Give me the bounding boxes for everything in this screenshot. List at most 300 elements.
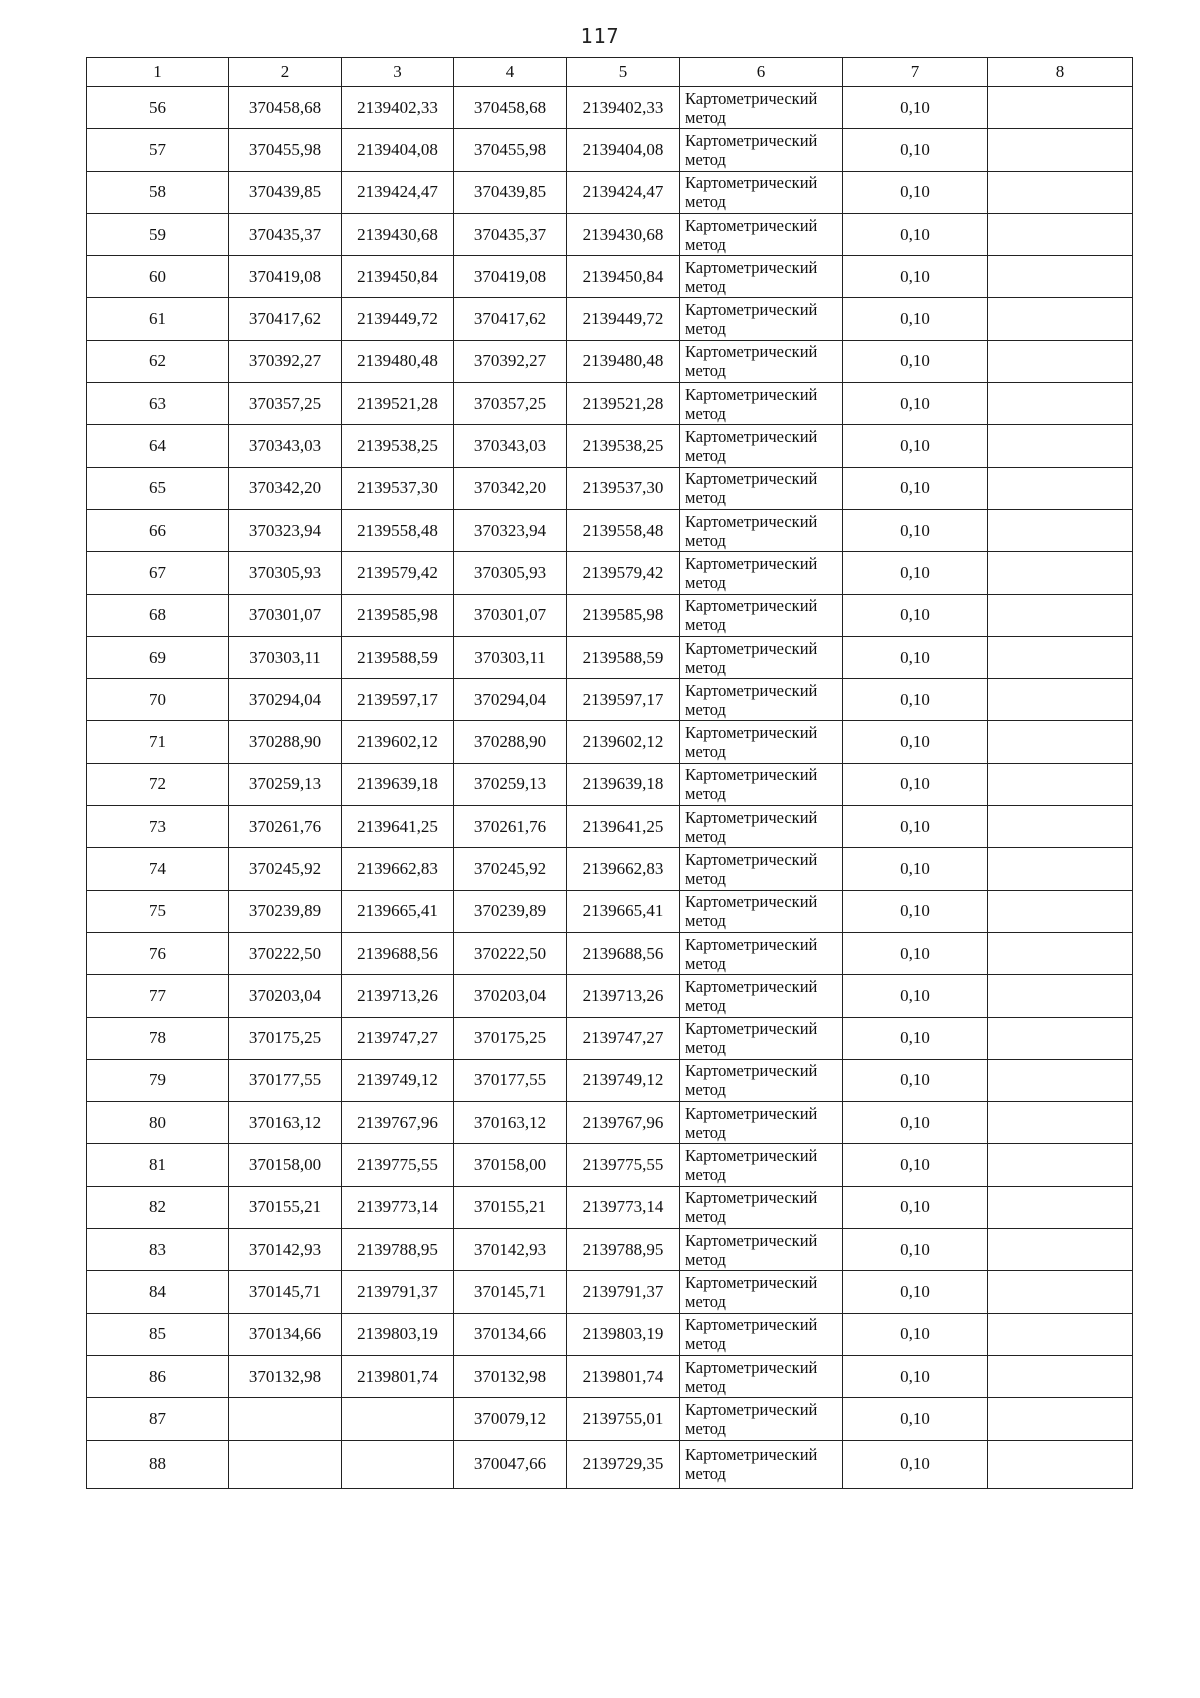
new-x-cell: 370222,50 — [454, 932, 567, 974]
new-x-cell: 370177,55 — [454, 1059, 567, 1101]
method-line-1: Картометрический — [685, 976, 818, 996]
precision-cell: 0,10 — [843, 890, 988, 932]
method-line-1: Картометрический — [685, 723, 818, 743]
method-cell — [680, 129, 843, 171]
column-8-cell — [988, 1144, 1133, 1186]
new-y-cell: 2139773,14 — [567, 1186, 680, 1228]
old-y-cell: 2139773,14 — [342, 1186, 454, 1228]
new-y-cell: 2139688,56 — [567, 932, 680, 974]
new-y-cell: 2139639,18 — [567, 763, 680, 805]
point-number-cell: 86 — [87, 1355, 229, 1397]
column-8-cell — [988, 594, 1133, 636]
old-y-cell: 2139788,95 — [342, 1229, 454, 1271]
precision-cell: 0,10 — [843, 552, 988, 594]
column-8-cell — [988, 425, 1133, 467]
old-y-cell: 2139747,27 — [342, 1017, 454, 1059]
method-line-1: Картометрический — [685, 638, 818, 658]
precision-cell: 0,10 — [843, 975, 988, 1017]
point-number-cell: 75 — [87, 890, 229, 932]
old-x-cell: 370222,50 — [229, 932, 342, 974]
precision-cell: 0,10 — [843, 1144, 988, 1186]
precision-cell: 0,10 — [843, 763, 988, 805]
table-row — [87, 1186, 1133, 1228]
old-y-cell: 2139558,48 — [342, 509, 454, 551]
table-row — [87, 636, 1133, 678]
column-8-cell — [988, 1102, 1133, 1144]
old-y-cell: 2139538,25 — [342, 425, 454, 467]
old-y-cell: 2139801,74 — [342, 1355, 454, 1397]
new-x-cell: 370239,89 — [454, 890, 567, 932]
old-x-cell: 370439,85 — [229, 171, 342, 213]
point-number-cell: 83 — [87, 1229, 229, 1271]
new-x-cell: 370435,37 — [454, 213, 567, 255]
point-number-cell: 57 — [87, 129, 229, 171]
new-y-cell: 2139579,42 — [567, 552, 680, 594]
method-line-2: метод — [685, 995, 726, 1015]
new-x-cell: 370155,21 — [454, 1186, 567, 1228]
method-line-2: метод — [685, 361, 726, 381]
method-line-1: Картометрический — [685, 300, 818, 320]
column-8-cell — [988, 171, 1133, 213]
method-line-1: Картометрический — [685, 342, 818, 362]
new-x-cell: 370305,93 — [454, 552, 567, 594]
old-x-cell: 370134,66 — [229, 1313, 342, 1355]
method-line-2: метод — [685, 149, 726, 169]
old-x-cell: 370455,98 — [229, 129, 342, 171]
old-x-cell: 370458,68 — [229, 87, 342, 129]
precision-cell: 0,10 — [843, 298, 988, 340]
column-header: 5 — [567, 58, 680, 87]
column-8-cell — [988, 806, 1133, 848]
old-x-cell: 370343,03 — [229, 425, 342, 467]
new-x-cell: 370294,04 — [454, 679, 567, 721]
column-8-cell — [988, 87, 1133, 129]
column-header: 4 — [454, 58, 567, 87]
method-cell — [680, 1440, 843, 1488]
method-line-1: Картометрический — [685, 1188, 818, 1208]
precision-cell: 0,10 — [843, 1229, 988, 1271]
method-cell — [680, 1059, 843, 1101]
new-x-cell: 370455,98 — [454, 129, 567, 171]
old-y-cell: 2139602,12 — [342, 721, 454, 763]
table-row — [87, 806, 1133, 848]
column-header: 6 — [680, 58, 843, 87]
column-header: 1 — [87, 58, 229, 87]
method-cell — [680, 1102, 843, 1144]
new-x-cell: 370047,66 — [454, 1440, 567, 1488]
table-row — [87, 1271, 1133, 1313]
method-cell — [680, 213, 843, 255]
table-row — [87, 763, 1133, 805]
point-number-cell: 85 — [87, 1313, 229, 1355]
method-line-1: Картометрический — [685, 765, 818, 785]
new-y-cell: 2139430,68 — [567, 213, 680, 255]
method-line-1: Картометрический — [685, 680, 818, 700]
new-x-cell: 370134,66 — [454, 1313, 567, 1355]
method-line-2: метод — [685, 1122, 726, 1142]
method-line-2: метод — [685, 742, 726, 762]
method-line-1: Картометрический — [685, 1357, 818, 1377]
old-y-cell: 2139749,12 — [342, 1059, 454, 1101]
method-cell — [680, 467, 843, 509]
table-row — [87, 213, 1133, 255]
method-line-1: Картометрический — [685, 257, 818, 277]
column-8-cell — [988, 298, 1133, 340]
old-x-cell — [229, 1440, 342, 1488]
precision-cell: 0,10 — [843, 679, 988, 721]
column-8-cell — [988, 1398, 1133, 1440]
new-y-cell: 2139749,12 — [567, 1059, 680, 1101]
new-x-cell: 370245,92 — [454, 848, 567, 890]
point-number-cell: 72 — [87, 763, 229, 805]
method-line-2: метод — [685, 403, 726, 423]
old-y-cell: 2139480,48 — [342, 340, 454, 382]
new-y-cell: 2139665,41 — [567, 890, 680, 932]
new-x-cell: 370323,94 — [454, 509, 567, 551]
table-row — [87, 721, 1133, 763]
old-y-cell: 2139662,83 — [342, 848, 454, 890]
method-cell — [680, 1229, 843, 1271]
column-8-cell — [988, 679, 1133, 721]
method-line-1: Картометрический — [685, 553, 818, 573]
new-y-cell: 2139803,19 — [567, 1313, 680, 1355]
method-cell — [680, 975, 843, 1017]
old-x-cell: 370259,13 — [229, 763, 342, 805]
column-8-cell — [988, 340, 1133, 382]
table-header-row — [87, 58, 1133, 87]
table-row — [87, 975, 1133, 1017]
method-line-1: Картометрический — [685, 1103, 818, 1123]
point-number-cell: 56 — [87, 87, 229, 129]
new-x-cell: 370342,20 — [454, 467, 567, 509]
old-y-cell: 2139404,08 — [342, 129, 454, 171]
point-number-cell: 78 — [87, 1017, 229, 1059]
point-number-cell: 67 — [87, 552, 229, 594]
precision-cell: 0,10 — [843, 340, 988, 382]
new-x-cell: 370142,93 — [454, 1229, 567, 1271]
column-header: 8 — [988, 58, 1133, 87]
column-8-cell — [988, 932, 1133, 974]
precision-cell: 0,10 — [843, 594, 988, 636]
point-number-cell: 80 — [87, 1102, 229, 1144]
precision-cell: 0,10 — [843, 1398, 988, 1440]
method-line-2: метод — [685, 1038, 726, 1058]
old-x-cell: 370163,12 — [229, 1102, 342, 1144]
point-number-cell: 88 — [87, 1440, 229, 1488]
old-x-cell: 370261,76 — [229, 806, 342, 848]
method-line-2: метод — [685, 911, 726, 931]
new-y-cell: 2139602,12 — [567, 721, 680, 763]
old-y-cell: 2139767,96 — [342, 1102, 454, 1144]
method-line-1: Картометрический — [685, 88, 818, 108]
old-x-cell: 370323,94 — [229, 509, 342, 551]
method-line-2: метод — [685, 1418, 726, 1438]
method-cell — [680, 509, 843, 551]
method-line-1: Картометрический — [685, 1146, 818, 1166]
method-cell — [680, 256, 843, 298]
table-row — [87, 256, 1133, 298]
point-number-cell: 66 — [87, 509, 229, 551]
precision-cell: 0,10 — [843, 509, 988, 551]
point-number-cell: 87 — [87, 1398, 229, 1440]
method-line-1: Картометрический — [685, 1445, 818, 1464]
column-8-cell — [988, 552, 1133, 594]
old-y-cell: 2139688,56 — [342, 932, 454, 974]
old-x-cell: 370245,92 — [229, 848, 342, 890]
precision-cell: 0,10 — [843, 1017, 988, 1059]
method-cell — [680, 425, 843, 467]
precision-cell: 0,10 — [843, 1313, 988, 1355]
method-cell — [680, 383, 843, 425]
point-number-cell: 81 — [87, 1144, 229, 1186]
new-y-cell: 2139588,59 — [567, 636, 680, 678]
method-line-1: Картометрический — [685, 215, 818, 235]
method-line-1: Картометрический — [685, 596, 818, 616]
old-y-cell: 2139521,28 — [342, 383, 454, 425]
method-cell — [680, 87, 843, 129]
column-8-cell — [988, 509, 1133, 551]
method-line-2: метод — [685, 319, 726, 339]
point-number-cell: 58 — [87, 171, 229, 213]
precision-cell: 0,10 — [843, 806, 988, 848]
precision-cell: 0,10 — [843, 171, 988, 213]
column-8-cell — [988, 256, 1133, 298]
method-cell — [680, 171, 843, 213]
precision-cell: 0,10 — [843, 932, 988, 974]
new-y-cell: 2139597,17 — [567, 679, 680, 721]
table-row — [87, 383, 1133, 425]
method-cell — [680, 932, 843, 974]
old-y-cell: 2139430,68 — [342, 213, 454, 255]
method-line-2: метод — [685, 572, 726, 592]
method-line-1: Картометрический — [685, 892, 818, 912]
point-number-cell: 63 — [87, 383, 229, 425]
method-line-1: Картометрический — [685, 427, 818, 447]
new-y-cell: 2139755,01 — [567, 1398, 680, 1440]
column-8-cell — [988, 1186, 1133, 1228]
method-line-1: Картометрический — [685, 130, 818, 150]
old-x-cell: 370145,71 — [229, 1271, 342, 1313]
method-line-1: Картометрический — [685, 934, 818, 954]
precision-cell: 0,10 — [843, 256, 988, 298]
column-8-cell — [988, 1059, 1133, 1101]
new-y-cell: 2139791,37 — [567, 1271, 680, 1313]
old-y-cell: 2139791,37 — [342, 1271, 454, 1313]
method-line-2: метод — [685, 1334, 726, 1354]
table-row — [87, 932, 1133, 974]
column-8-cell — [988, 1313, 1133, 1355]
point-number-cell: 59 — [87, 213, 229, 255]
method-cell — [680, 763, 843, 805]
new-y-cell: 2139801,74 — [567, 1355, 680, 1397]
new-y-cell: 2139747,27 — [567, 1017, 680, 1059]
method-cell — [680, 1398, 843, 1440]
method-line-1: Картометрический — [685, 469, 818, 489]
method-cell — [680, 1017, 843, 1059]
column-8-cell — [988, 129, 1133, 171]
old-y-cell: 2139402,33 — [342, 87, 454, 129]
precision-cell: 0,10 — [843, 1186, 988, 1228]
old-y-cell: 2139424,47 — [342, 171, 454, 213]
point-number-cell: 77 — [87, 975, 229, 1017]
new-x-cell: 370419,08 — [454, 256, 567, 298]
method-line-1: Картометрический — [685, 1272, 818, 1292]
new-x-cell: 370439,85 — [454, 171, 567, 213]
point-number-cell: 82 — [87, 1186, 229, 1228]
method-line-2: метод — [685, 276, 726, 296]
method-cell — [680, 1144, 843, 1186]
new-x-cell: 370163,12 — [454, 1102, 567, 1144]
column-8-cell — [988, 1017, 1133, 1059]
old-y-cell — [342, 1440, 454, 1488]
precision-cell: 0,10 — [843, 425, 988, 467]
table-row — [87, 425, 1133, 467]
new-x-cell: 370458,68 — [454, 87, 567, 129]
point-number-cell: 69 — [87, 636, 229, 678]
table-row — [87, 552, 1133, 594]
method-line-2: метод — [685, 868, 726, 888]
method-line-2: метод — [685, 1165, 726, 1185]
new-x-cell: 370301,07 — [454, 594, 567, 636]
old-y-cell — [342, 1398, 454, 1440]
precision-cell: 0,10 — [843, 848, 988, 890]
new-x-cell: 370343,03 — [454, 425, 567, 467]
method-line-2: метод — [685, 953, 726, 973]
new-x-cell: 370261,76 — [454, 806, 567, 848]
table-row — [87, 467, 1133, 509]
table-row — [87, 1102, 1133, 1144]
method-line-2: метод — [685, 1080, 726, 1100]
old-x-cell: 370303,11 — [229, 636, 342, 678]
old-y-cell: 2139588,59 — [342, 636, 454, 678]
method-cell — [680, 679, 843, 721]
column-8-cell — [988, 1229, 1133, 1271]
column-8-cell — [988, 848, 1133, 890]
method-cell — [680, 636, 843, 678]
table-row — [87, 594, 1133, 636]
point-number-cell: 74 — [87, 848, 229, 890]
precision-cell: 0,10 — [843, 87, 988, 129]
old-x-cell: 370177,55 — [229, 1059, 342, 1101]
old-y-cell: 2139449,72 — [342, 298, 454, 340]
method-cell — [680, 298, 843, 340]
column-8-cell — [988, 1271, 1133, 1313]
column-8-cell — [988, 890, 1133, 932]
new-y-cell: 2139729,35 — [567, 1440, 680, 1488]
old-y-cell: 2139537,30 — [342, 467, 454, 509]
new-x-cell: 370203,04 — [454, 975, 567, 1017]
old-x-cell: 370158,00 — [229, 1144, 342, 1186]
new-y-cell: 2139558,48 — [567, 509, 680, 551]
old-x-cell: 370419,08 — [229, 256, 342, 298]
point-number-cell: 73 — [87, 806, 229, 848]
new-y-cell: 2139641,25 — [567, 806, 680, 848]
old-y-cell: 2139579,42 — [342, 552, 454, 594]
point-number-cell: 65 — [87, 467, 229, 509]
method-line-1: Картометрический — [685, 807, 818, 827]
point-number-cell: 61 — [87, 298, 229, 340]
table-row — [87, 509, 1133, 551]
column-8-cell — [988, 383, 1133, 425]
new-x-cell: 370145,71 — [454, 1271, 567, 1313]
new-y-cell: 2139538,25 — [567, 425, 680, 467]
new-y-cell: 2139767,96 — [567, 1102, 680, 1144]
new-x-cell: 370079,12 — [454, 1398, 567, 1440]
old-x-cell: 370301,07 — [229, 594, 342, 636]
old-x-cell: 370342,20 — [229, 467, 342, 509]
table-row — [87, 129, 1133, 171]
new-x-cell: 370175,25 — [454, 1017, 567, 1059]
method-cell — [680, 1313, 843, 1355]
old-x-cell: 370142,93 — [229, 1229, 342, 1271]
precision-cell: 0,10 — [843, 213, 988, 255]
method-cell — [680, 552, 843, 594]
method-cell — [680, 1186, 843, 1228]
precision-cell: 0,10 — [843, 1102, 988, 1144]
table-row — [87, 1355, 1133, 1397]
method-line-2: метод — [685, 784, 726, 804]
point-number-cell: 71 — [87, 721, 229, 763]
table-row — [87, 1398, 1133, 1440]
method-line-2: метод — [685, 1207, 726, 1227]
column-8-cell — [988, 213, 1133, 255]
point-number-cell: 60 — [87, 256, 229, 298]
method-line-2: метод — [685, 615, 726, 635]
method-line-2: метод — [685, 488, 726, 508]
precision-cell: 0,10 — [843, 129, 988, 171]
method-line-1: Картометрический — [685, 384, 818, 404]
new-y-cell: 2139424,47 — [567, 171, 680, 213]
method-cell — [680, 806, 843, 848]
precision-cell: 0,10 — [843, 467, 988, 509]
precision-cell: 0,10 — [843, 1355, 988, 1397]
method-cell — [680, 721, 843, 763]
table-row — [87, 1313, 1133, 1355]
old-x-cell — [229, 1398, 342, 1440]
method-line-2: метод — [685, 107, 726, 127]
page-number: 117 — [580, 24, 620, 48]
new-y-cell: 2139713,26 — [567, 975, 680, 1017]
point-number-cell: 64 — [87, 425, 229, 467]
new-y-cell: 2139537,30 — [567, 467, 680, 509]
method-cell — [680, 594, 843, 636]
old-x-cell: 370175,25 — [229, 1017, 342, 1059]
old-x-cell: 370288,90 — [229, 721, 342, 763]
table-row — [87, 1017, 1133, 1059]
new-x-cell: 370132,98 — [454, 1355, 567, 1397]
old-x-cell: 370239,89 — [229, 890, 342, 932]
new-x-cell: 370303,11 — [454, 636, 567, 678]
old-x-cell: 370435,37 — [229, 213, 342, 255]
old-y-cell: 2139713,26 — [342, 975, 454, 1017]
column-8-cell — [988, 1440, 1133, 1488]
method-line-2: метод — [685, 826, 726, 846]
table-row — [87, 848, 1133, 890]
method-line-1: Картометрический — [685, 1019, 818, 1039]
new-y-cell: 2139450,84 — [567, 256, 680, 298]
column-8-cell — [988, 1355, 1133, 1397]
point-number-cell: 79 — [87, 1059, 229, 1101]
method-line-1: Картометрический — [685, 1315, 818, 1335]
table-row — [87, 1440, 1133, 1488]
precision-cell: 0,10 — [843, 1440, 988, 1488]
new-x-cell: 370417,62 — [454, 298, 567, 340]
new-x-cell: 370357,25 — [454, 383, 567, 425]
method-line-2: метод — [685, 192, 726, 212]
method-line-1: Картометрический — [685, 1399, 818, 1419]
old-x-cell: 370203,04 — [229, 975, 342, 1017]
old-y-cell: 2139597,17 — [342, 679, 454, 721]
